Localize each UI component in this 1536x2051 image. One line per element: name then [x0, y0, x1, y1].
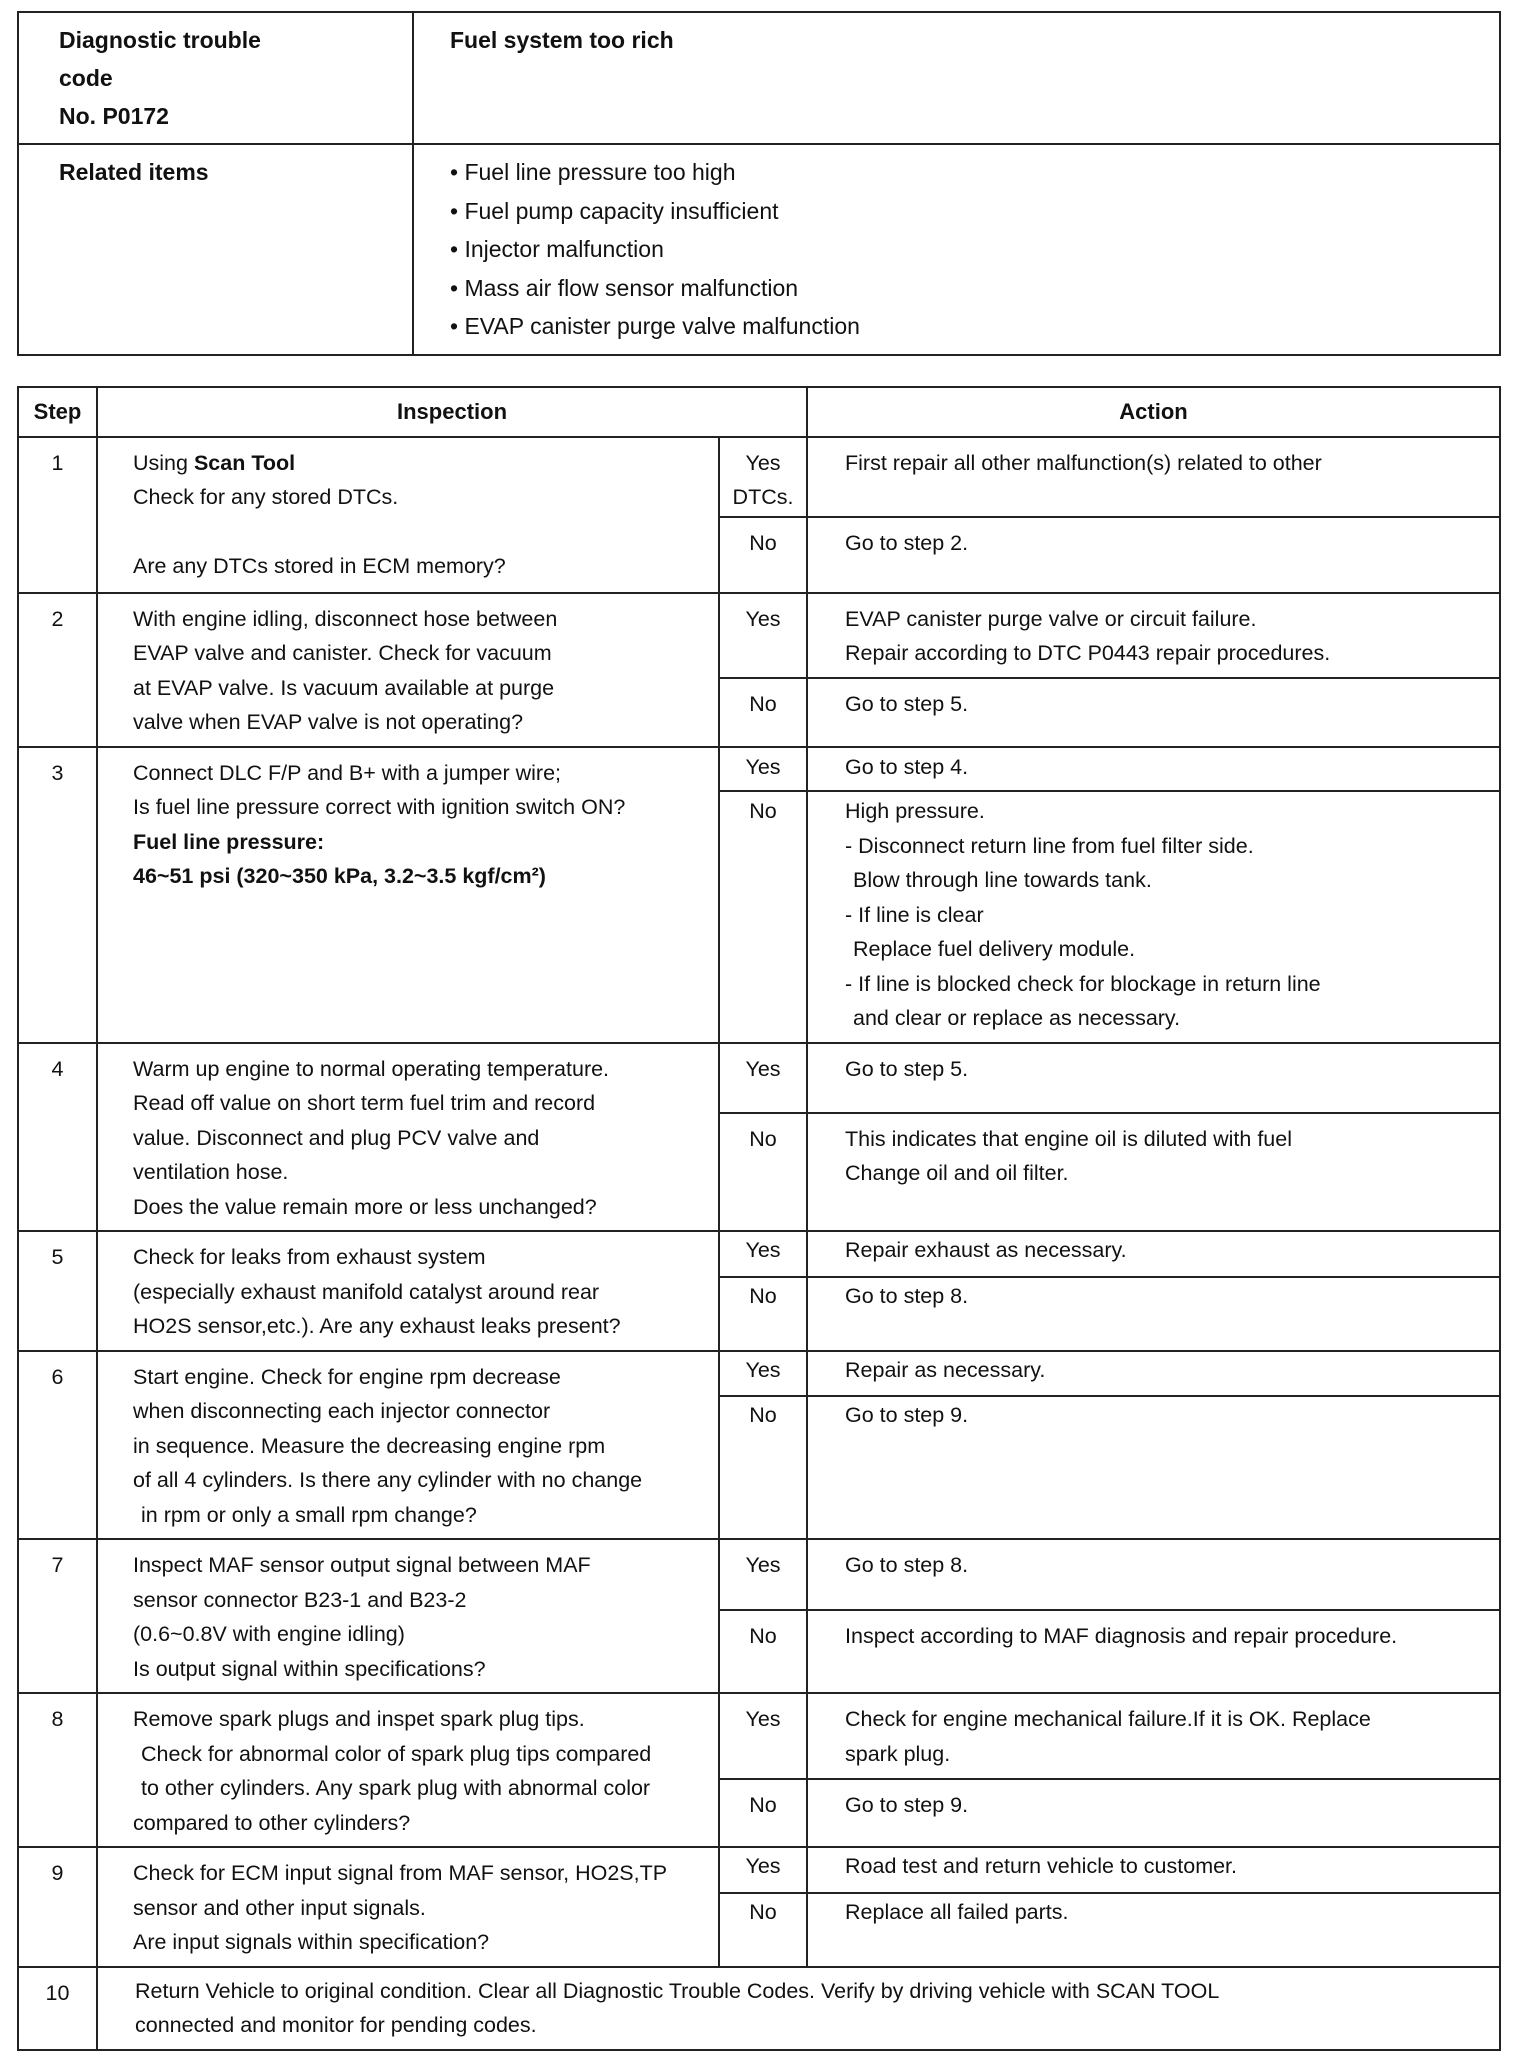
insp-line: Are input signals within specification?: [133, 1930, 490, 1954]
insp-line: Check for abnormal color of spark plug tips compared: [141, 1741, 652, 1766]
action-line: Repair exhaust as necessary.: [845, 1238, 1127, 1262]
related-items-list: [413, 144, 1500, 355]
action-line: EVAP canister purge valve or circuit failure.: [845, 606, 1257, 631]
insp-line: With engine idling, disconnect hose between: [133, 606, 558, 631]
no-label: No: [719, 678, 807, 746]
insp-line: sensor and other input signals.: [133, 1895, 426, 1920]
yes-label-cont: DTCs.: [732, 485, 794, 509]
action-yes: [807, 1043, 1500, 1113]
step-row: [18, 1043, 1500, 1113]
insp-line: Return Vehicle to original condition. Clear all Diagnostic Trouble Codes. Verify by driving vehicle with SCAN TOOL: [135, 1978, 1220, 2003]
action-yes: [807, 437, 1500, 517]
action-yes: [807, 1539, 1500, 1610]
no-label: No: [719, 1277, 807, 1351]
step-number: 9: [18, 1847, 97, 1967]
dtc-label-cell: [18, 12, 413, 144]
dtc-label-line: code: [59, 65, 113, 91]
insp-line: Check for ECM input signal from MAF sensor, HO2S,TP: [133, 1861, 668, 1885]
step-row: [18, 593, 1500, 679]
insp-line: connected and monitor for pending codes.: [135, 2013, 537, 2037]
step-row: [18, 1231, 1500, 1277]
action-line: Go to step 9.: [845, 1792, 969, 1817]
action-line: Blow through line towards tank.: [853, 868, 1152, 892]
insp-line: Remove spark plugs and inspet spark plug tips.: [133, 1707, 585, 1731]
action-line: This indicates that engine oil is diluted with fuel: [845, 1126, 1292, 1151]
insp-text: Using: [133, 450, 194, 475]
steps-table: [17, 386, 1501, 2051]
insp-line: Check for leaks from exhaust system: [133, 1245, 486, 1269]
step-inspection: [97, 1967, 1500, 2050]
yes-label: Yes: [719, 1043, 807, 1113]
insp-line: 46~51 psi (320~350 kPa, 3.2~3.5 kgf/cm²): [133, 864, 546, 888]
dtc-label-line: Diagnostic trouble: [59, 27, 261, 53]
action-no: [807, 1277, 1500, 1351]
insp-line: ventilation hose.: [133, 1160, 289, 1184]
action-line: - Disconnect return line from fuel filter side.: [845, 833, 1254, 858]
steps-header-row: [18, 387, 1500, 437]
dtc-header-table: [17, 11, 1501, 356]
related-item: • Fuel line pressure too high: [450, 159, 736, 185]
action-line: Go to step 5.: [845, 692, 969, 717]
step-inspection: [97, 593, 719, 747]
action-line: Change oil and oil filter.: [845, 1161, 1069, 1186]
insp-line: Is fuel line pressure correct with ignition switch ON?: [133, 795, 626, 819]
action-no: [807, 517, 1500, 593]
step-number: 10: [18, 1967, 97, 2050]
action-yes: [807, 1693, 1500, 1779]
related-item: • Injector malfunction: [450, 236, 664, 262]
no-label: No: [719, 1396, 807, 1539]
yes-label: Yes: [745, 450, 781, 475]
insp-line: at EVAP valve. Is vacuum available at purge: [133, 675, 555, 700]
no-label: No: [719, 1113, 807, 1231]
yes-label: Yes: [719, 1231, 807, 1277]
no-label: No: [719, 1893, 807, 1967]
insp-line: HO2S sensor,etc.). Are any exhaust leaks present?: [133, 1314, 621, 1338]
action-no: [807, 1893, 1500, 1967]
action-line: Check for engine mechanical failure.If it is OK. Replace: [845, 1707, 1371, 1731]
related-items-row: [18, 144, 1500, 355]
action-line: Go to step 8.: [845, 1283, 969, 1308]
action-line: - If line is blocked check for blockage in return line: [845, 971, 1321, 996]
action-line: spark plug.: [845, 1741, 951, 1766]
insp-line: Does the value remain more or less unchanged?: [133, 1194, 597, 1219]
action-yes: [807, 1847, 1500, 1893]
yes-label: Yes: [719, 1351, 807, 1396]
yes-label: Yes: [719, 593, 807, 679]
step-number: 8: [18, 1693, 97, 1847]
scan-tool-text: Scan Tool: [193, 450, 296, 475]
step-number: 7: [18, 1539, 97, 1693]
insp-line: [133, 446, 706, 481]
step-row: [18, 1967, 1500, 2050]
insp-line: Fuel line pressure:: [133, 829, 325, 854]
col-header-action: Action: [807, 387, 1500, 437]
action-yes: [807, 593, 1500, 679]
step-row: [18, 1539, 1500, 1610]
action-no: [807, 678, 1500, 746]
step-inspection: [97, 1693, 719, 1847]
step-number: 5: [18, 1231, 97, 1351]
step-inspection: [97, 437, 719, 593]
insp-line: Warm up engine to normal operating temperature.: [133, 1056, 610, 1081]
step-row: [18, 1847, 1500, 1893]
step-inspection: [97, 1539, 719, 1693]
action-line: and clear or replace as necessary.: [853, 1006, 1181, 1030]
step-row: [18, 1351, 1500, 1396]
action-line: Inspect according to MAF diagnosis and repair procedure.: [845, 1624, 1398, 1649]
insp-line: in rpm or only a small rpm change?: [141, 1502, 477, 1527]
step-inspection: [97, 1231, 719, 1351]
action-no: [807, 791, 1500, 1043]
insp-line: compared to other cylinders?: [133, 1810, 411, 1835]
step-number: 1: [18, 437, 97, 593]
no-label: No: [719, 791, 807, 1043]
step-number: 2: [18, 593, 97, 747]
action-no: [807, 1113, 1500, 1231]
step-inspection: [97, 1351, 719, 1540]
action-yes: [807, 1231, 1500, 1277]
action-line: Go to step 8.: [845, 1553, 969, 1577]
step-number: 3: [18, 747, 97, 1043]
insp-line: in sequence. Measure the decreasing engine rpm: [133, 1433, 606, 1458]
insp-line: Start engine. Check for engine rpm decrease: [133, 1364, 561, 1389]
no-label: No: [719, 1779, 807, 1847]
action-line: Road test and return vehicle to customer.: [845, 1854, 1238, 1878]
insp-line: EVAP valve and canister. Check for vacuum: [133, 641, 552, 665]
insp-line: when disconnecting each injector connector: [133, 1399, 551, 1423]
step-number: 4: [18, 1043, 97, 1232]
action-line: - If line is clear: [845, 902, 984, 927]
step-row: [18, 1693, 1500, 1779]
related-items-label: Related items: [18, 144, 413, 355]
dtc-title: Fuel system too rich: [413, 12, 1500, 144]
action-line: Repair as necessary.: [845, 1357, 1046, 1382]
page: [17, 11, 1501, 2051]
action-no: [807, 1610, 1500, 1693]
step-inspection: [97, 747, 719, 1043]
related-item: • EVAP canister purge valve malfunction: [450, 313, 860, 339]
yes-label: Yes: [719, 1539, 807, 1610]
yes-label: Yes: [719, 1847, 807, 1893]
step-number: 6: [18, 1351, 97, 1540]
action-yes: [807, 1351, 1500, 1396]
yes-cell: [719, 437, 807, 517]
insp-line: to other cylinders. Any spark plug with abnormal color: [141, 1776, 651, 1800]
action-line: High pressure.: [845, 799, 985, 823]
no-label: No: [719, 517, 807, 593]
action-line: Repair according to DTC P0443 repair procedures.: [845, 641, 1331, 665]
step-row: [18, 437, 1500, 517]
insp-line: valve when EVAP valve is not operating?: [133, 710, 524, 734]
insp-line: (especially exhaust manifold catalyst around rear: [133, 1279, 600, 1304]
col-header-inspection: Inspection: [97, 387, 807, 437]
insp-line: Are any DTCs stored in ECM memory?: [133, 553, 506, 578]
action-no: [807, 1396, 1500, 1539]
dtc-label-line: No. P0172: [59, 103, 169, 129]
step-row: [18, 747, 1500, 792]
insp-line: of all 4 cylinders. Is there any cylinder with no change: [133, 1468, 643, 1492]
insp-line: Is output signal within specifications?: [133, 1656, 486, 1681]
step-inspection: [97, 1043, 719, 1232]
action-line: Replace fuel delivery module.: [853, 937, 1136, 961]
insp-line: Check for any stored DTCs.: [133, 485, 399, 509]
action-no: [807, 1779, 1500, 1847]
dtc-row: [18, 12, 1500, 144]
related-item: • Fuel pump capacity insufficient: [450, 197, 779, 224]
action-line: First repair all other malfunction(s) related to other: [845, 450, 1322, 475]
action-line: Go to step 4.: [845, 754, 969, 779]
action-line: Go to step 9.: [845, 1402, 969, 1427]
yes-label: Yes: [719, 1693, 807, 1779]
action-line: Go to step 2.: [845, 530, 969, 555]
insp-line: Inspect MAF sensor output signal between MAF: [133, 1553, 591, 1577]
yes-label: Yes: [719, 747, 807, 792]
step-inspection: [97, 1847, 719, 1967]
related-item: • Mass air flow sensor malfunction: [450, 274, 799, 301]
insp-line: Connect DLC F/P and B+ with a jumper wire;: [133, 760, 562, 785]
insp-line: (0.6~0.8V with engine idling): [133, 1622, 405, 1646]
insp-line: sensor connector B23-1 and B23-2: [133, 1587, 467, 1612]
action-yes: [807, 747, 1500, 792]
insp-line: value. Disconnect and plug PCV valve and: [133, 1125, 540, 1150]
insp-line: Read off value on short term fuel trim and record: [133, 1091, 596, 1115]
action-line: Replace all failed parts.: [845, 1899, 1069, 1924]
no-label: No: [719, 1610, 807, 1693]
action-line: Go to step 5.: [845, 1056, 969, 1081]
col-header-step: Step: [18, 387, 97, 437]
